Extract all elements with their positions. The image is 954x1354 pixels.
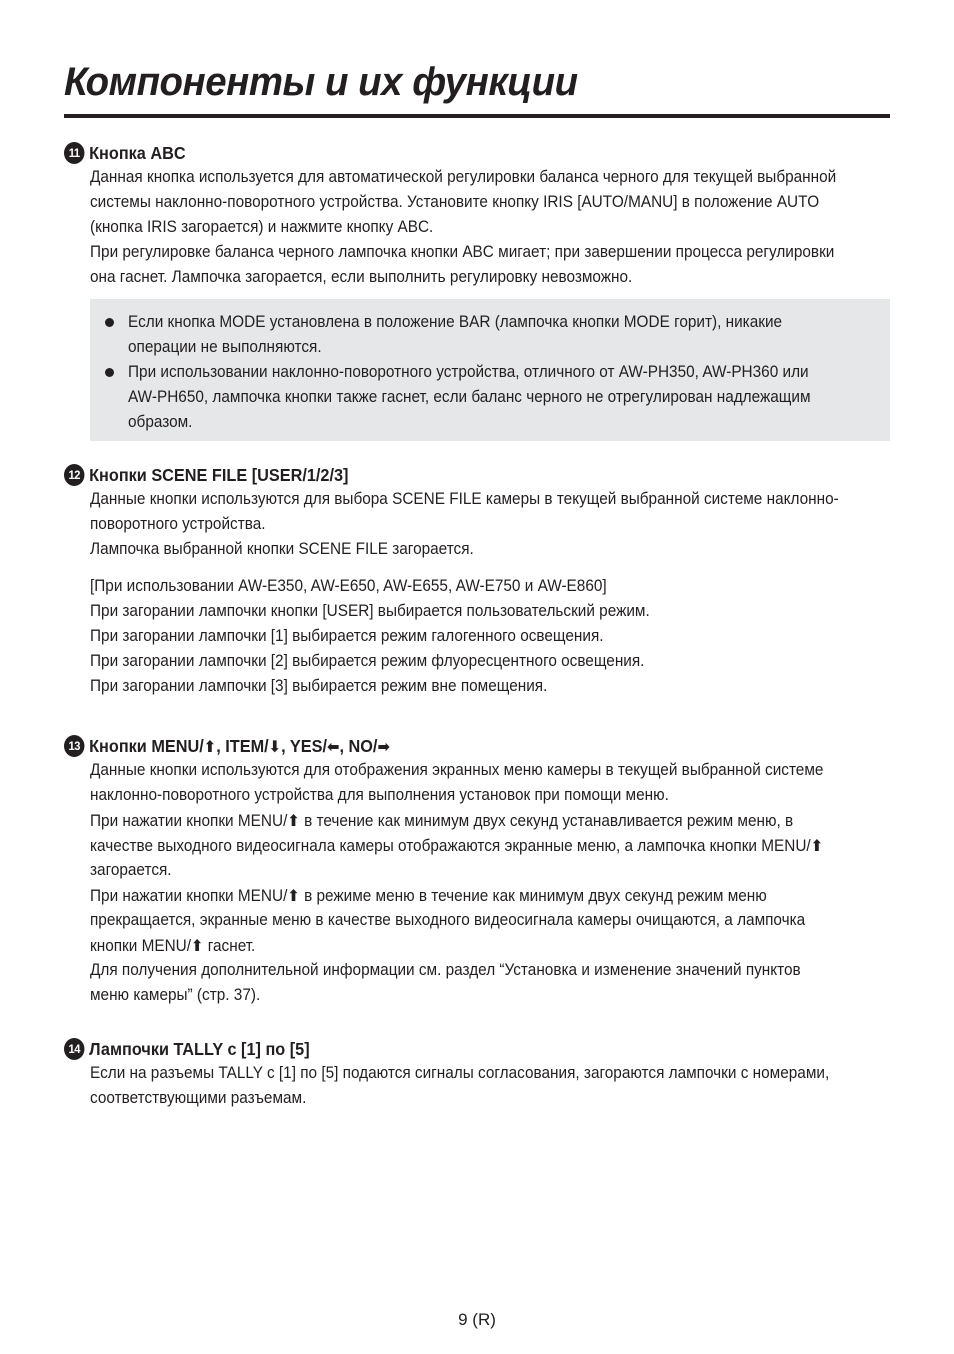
arrow-up-icon: ⬆ — [191, 936, 204, 955]
paragraph-line: При регулировке баланса черного лампочка кнопки ABC мигает; при завершении процесса регулировки — [90, 243, 835, 261]
section-number-badge: 13 — [64, 735, 84, 757]
section-body — [90, 758, 890, 1008]
note-line: образом. — [128, 413, 193, 431]
paragraph-line: Если на разъемы TALLY с [1] по [5] подаются сигналы согласования, загораются лампочки с номерами, — [90, 1064, 830, 1082]
arrow-up-icon: ⬆ — [203, 736, 217, 756]
title-rule — [64, 114, 890, 118]
paragraph-line: При нажатии кнопки MENU/⬆ в течение как минимум двух секунд устанавливается режим меню, в — [90, 811, 794, 830]
paragraph-line: Для получения дополнительной информации см. раздел “Установка и изменение значений пунктов — [90, 961, 801, 979]
arrow-up-icon: ⬆ — [287, 811, 300, 830]
paragraph-line: При загорании лампочки кнопки [USER] выбирается пользовательский режим. — [90, 602, 650, 620]
paragraph-line: кнопки MENU/⬆ гаснет. — [90, 936, 256, 955]
section-number-badge: 14 — [64, 1038, 84, 1060]
section-title-part: , ITEM/ — [216, 735, 269, 756]
section-title: Кнопки SCENE FILE [USER/1/2/3] — [89, 464, 349, 485]
section-menu-buttons — [64, 734, 890, 1008]
section-title: Кнопка ABC — [89, 142, 186, 163]
paragraph-line: загорается. — [90, 861, 172, 879]
bullet-icon — [105, 318, 114, 327]
page-number: 9 (R) — [458, 1310, 496, 1329]
paragraph-line: Данная кнопка используется для автоматической регулировки баланса черного для текущей выбранной — [90, 168, 837, 186]
arrow-left-icon: ⬅ — [326, 736, 340, 756]
paragraph-line: (кнопка IRIS загорается) и нажмите кнопку ABC. — [90, 218, 434, 236]
paragraph-line: поворотного устройства. — [90, 515, 266, 533]
note-line: AW-PH650, лампочка кнопки также гаснет, если баланс черного не отрегулирован надлежащим — [128, 388, 811, 406]
paragraph-line: При загорании лампочки [2] выбирается режим флуоресцентного освещения. — [90, 652, 645, 670]
paragraph-line: системы наклонно-поворотного устройства. Установите кнопку IRIS [AUTO/MANU] в положение AUTO — [90, 193, 820, 211]
paragraph-line: При нажатии кнопки MENU/⬆ в режиме меню в течение как минимум двух секунд режим меню — [90, 886, 767, 905]
paragraph-line: меню камеры” (стр. 37). — [90, 986, 261, 1004]
section-title-part: , YES/ — [281, 735, 327, 756]
section-heading — [64, 1037, 832, 1061]
paragraph-line: качестве выходного видеосигнала камеры отображаются экранные меню, а лампочка кнопки MENU/⬆ — [90, 836, 824, 855]
section-title-part: Кнопки MENU/ — [89, 735, 204, 756]
bullet-icon — [105, 368, 114, 377]
section-number-badge: 11 — [64, 142, 84, 164]
note-line: Если кнопка MODE установлена в положение BAR (лампочка кнопки MODE горит), никакие — [128, 313, 783, 331]
paragraph-line: прекращается, экранные меню в качестве выходного видеосигнала камеры очищаются, а лампочка — [90, 911, 806, 929]
paragraph-line: она гаснет. Лампочка загорается, если выполнить регулировку невозможно. — [90, 268, 633, 286]
section-scene-file-buttons — [64, 463, 890, 699]
section-heading — [64, 734, 832, 758]
paragraph-line: наклонно-поворотного устройства для выполнения установок при помощи меню. — [90, 786, 669, 804]
section-abc-button — [64, 141, 890, 290]
section-heading — [64, 141, 832, 165]
section-title: Лампочки TALLY с [1] по [5] — [89, 1038, 310, 1059]
section-heading — [64, 463, 832, 487]
paragraph-line: соответствующими разъемам. — [90, 1089, 307, 1107]
paragraph-line: Лампочка выбранной кнопки SCENE FILE загорается. — [90, 540, 474, 558]
paragraph-line: При загорании лампочки [1] выбирается режим галогенного освещения. — [90, 627, 604, 645]
arrow-up-icon: ⬆ — [287, 886, 300, 905]
section-tally-lamps — [64, 1037, 890, 1111]
page-title: Компоненты и их функции — [64, 60, 578, 104]
note-box — [90, 299, 890, 441]
paragraph-line: Данные кнопки используются для выбора SCENE FILE камеры в текущей выбранной системе наклонно- — [90, 490, 839, 508]
arrow-up-icon: ⬆ — [810, 836, 824, 855]
section-body — [90, 487, 890, 699]
section-title-part: , NO/ — [339, 735, 378, 756]
arrow-down-icon: ⬇ — [268, 736, 282, 756]
section-number-badge: 12 — [64, 464, 84, 486]
note-line: операции не выполняются. — [128, 338, 322, 356]
section-body — [90, 165, 890, 290]
paragraph-line: Данные кнопки используются для отображения экранных меню камеры в текущей выбранной системе — [90, 761, 824, 779]
paragraph-line: [При использовании AW-E350, AW-E650, AW-E655, AW-E750 и AW-E860] — [90, 577, 607, 595]
note-line: При использовании наклонно-поворотного устройства, отличного от AW-PH350, AW-PH360 или — [128, 363, 809, 381]
section-body — [90, 1061, 890, 1111]
arrow-right-icon: ➡ — [377, 736, 390, 756]
paragraph-line: При загорании лампочки [3] выбирается режим вне помещения. — [90, 677, 548, 695]
